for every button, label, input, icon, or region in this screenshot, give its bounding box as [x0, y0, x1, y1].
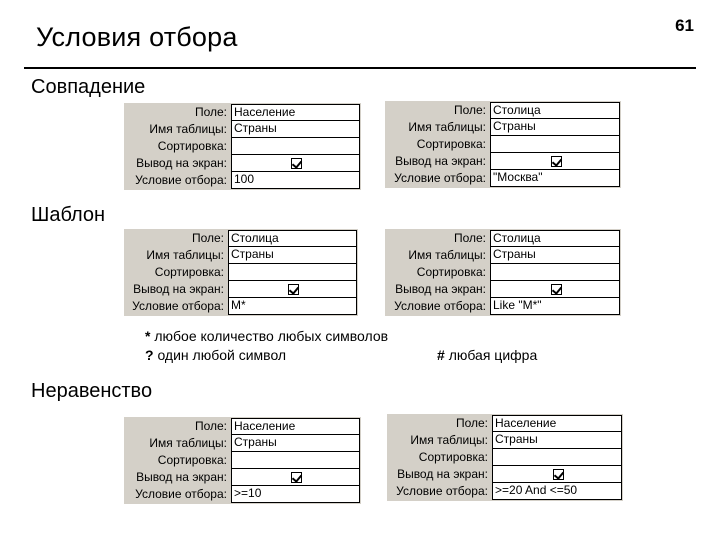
field-cell[interactable]: Население [492, 415, 622, 432]
sort-cell[interactable] [490, 263, 620, 281]
table-cell[interactable]: Страны [228, 246, 357, 264]
checkbox-checked-icon[interactable] [291, 158, 302, 169]
section-heading-inequality: Неравенство [31, 380, 153, 402]
show-cell[interactable] [490, 280, 620, 298]
checkbox-checked-icon[interactable] [288, 284, 299, 295]
table-cell[interactable]: Страны [231, 434, 360, 452]
checkbox-checked-icon[interactable] [291, 472, 302, 483]
label-field: Поле: [453, 231, 486, 245]
label-field: Поле: [455, 416, 488, 430]
table-cell[interactable]: Страны [492, 431, 622, 449]
label-show: Вывод на экран: [133, 282, 224, 296]
star-text: любое количество любых символов [154, 328, 389, 344]
criteria-cell[interactable]: >=20 And <=50 [492, 482, 622, 500]
label-show: Вывод на экран: [397, 467, 488, 481]
label-criteria: Условие отбора: [135, 173, 227, 187]
query-grid-pattern-2 [385, 229, 621, 316]
label-criteria: Условие отбора: [135, 487, 227, 501]
criteria-cell[interactable]: >=10 [231, 485, 360, 503]
label-sort: Сортировка: [418, 450, 488, 464]
query-grid-match-1 [124, 103, 361, 190]
checkbox-checked-icon[interactable] [551, 284, 562, 295]
show-cell[interactable] [231, 468, 360, 486]
label-criteria: Условие отбора: [132, 299, 224, 313]
label-show: Вывод на экран: [136, 156, 227, 170]
sort-cell[interactable] [231, 451, 360, 469]
criteria-cell[interactable]: М* [228, 297, 357, 315]
sort-cell[interactable] [231, 137, 360, 155]
table-cell[interactable]: Страны [231, 120, 360, 138]
label-table: Имя таблицы: [410, 433, 488, 447]
label-sort: Сортировка: [416, 137, 486, 151]
query-grid-pattern-1 [124, 229, 358, 316]
label-table: Имя таблицы: [149, 122, 227, 136]
table-cell[interactable]: Страны [490, 118, 620, 136]
show-cell[interactable] [228, 280, 357, 298]
sort-cell[interactable] [490, 135, 620, 153]
note-question [145, 347, 286, 363]
field-cell[interactable]: Столица [490, 102, 620, 119]
page-title: Условия отбора [36, 22, 238, 52]
sort-cell[interactable] [228, 263, 357, 281]
field-cell[interactable]: Население [231, 418, 360, 435]
title-divider [24, 67, 696, 69]
criteria-cell[interactable]: "Москва" [490, 169, 620, 187]
query-grid-inequality-1 [124, 417, 361, 504]
page-number: 61 [675, 16, 694, 35]
question-text: один любой символ [157, 347, 287, 363]
label-show: Вывод на экран: [136, 470, 227, 484]
label-table: Имя таблицы: [408, 120, 486, 134]
note-hash [437, 347, 537, 363]
show-cell[interactable] [490, 152, 620, 170]
show-cell[interactable] [231, 154, 360, 172]
label-sort: Сортировка: [157, 139, 227, 153]
sort-cell[interactable] [492, 448, 622, 466]
show-cell[interactable] [492, 465, 622, 483]
field-cell[interactable]: Столица [228, 230, 357, 247]
field-cell[interactable]: Население [231, 104, 360, 121]
query-grid-match-2 [385, 101, 621, 188]
criteria-cell[interactable]: Like "М*" [490, 297, 620, 315]
label-criteria: Условие отбора: [396, 484, 488, 498]
hash-text: любая цифра [448, 347, 538, 363]
label-show: Вывод на экран: [395, 282, 486, 296]
question-symbol: ? [145, 347, 154, 363]
label-criteria: Условие отбора: [394, 171, 486, 185]
label-field: Поле: [194, 105, 227, 119]
label-sort: Сортировка: [154, 265, 224, 279]
label-criteria: Условие отбора: [394, 299, 486, 313]
table-cell[interactable]: Страны [490, 246, 620, 264]
label-table: Имя таблицы: [408, 248, 486, 262]
label-table: Имя таблицы: [149, 436, 227, 450]
section-heading-pattern: Шаблон [31, 204, 106, 226]
label-sort: Сортировка: [157, 453, 227, 467]
field-cell[interactable]: Столица [490, 230, 620, 247]
label-field: Поле: [194, 419, 227, 433]
checkbox-checked-icon[interactable] [553, 469, 564, 480]
star-symbol: * [145, 328, 151, 344]
criteria-cell[interactable]: 100 [231, 171, 360, 189]
label-field: Поле: [453, 103, 486, 117]
checkbox-checked-icon[interactable] [551, 156, 562, 167]
label-field: Поле: [191, 231, 224, 245]
note-star [145, 328, 388, 344]
section-heading-match: Совпадение [31, 76, 146, 98]
query-grid-inequality-2 [387, 414, 623, 501]
label-show: Вывод на экран: [395, 154, 486, 168]
label-sort: Сортировка: [416, 265, 486, 279]
hash-symbol: # [437, 347, 445, 363]
label-table: Имя таблицы: [146, 248, 224, 262]
